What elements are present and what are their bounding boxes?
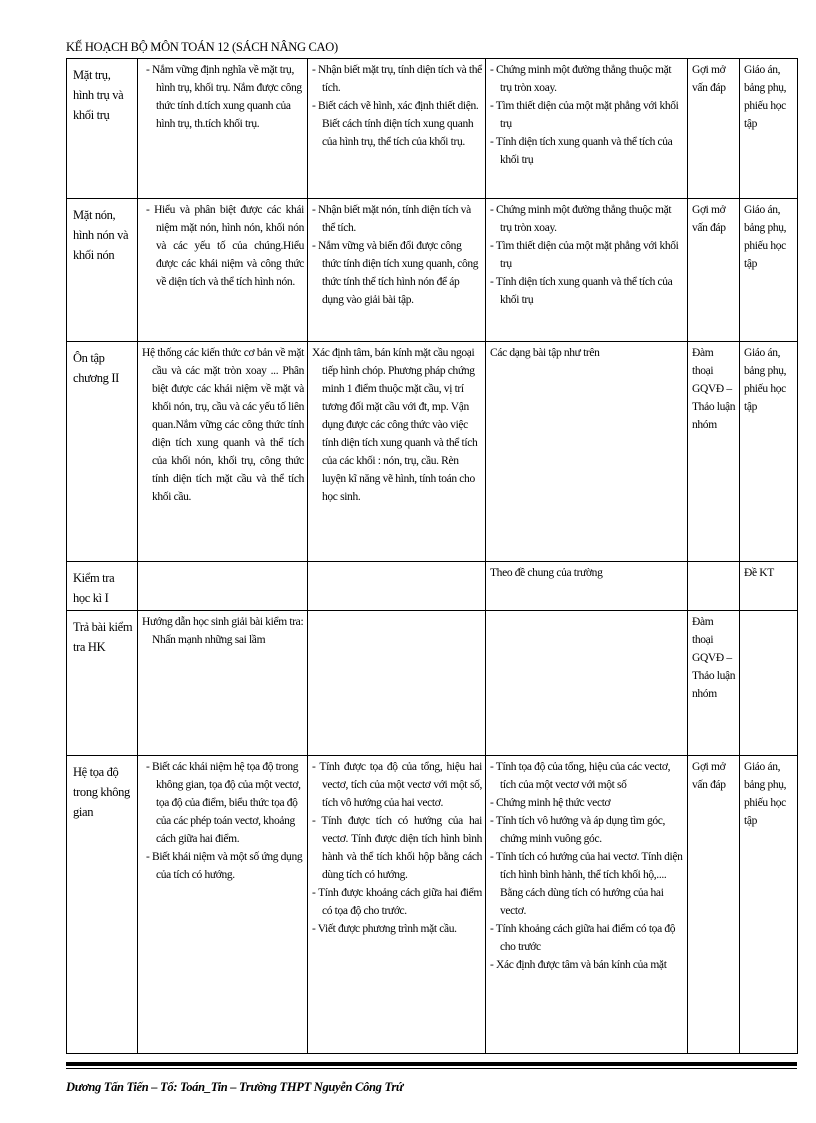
materials-cell: Giáo án, bảng phụ, phiếu học tập — [740, 59, 798, 199]
table-row — [67, 562, 798, 611]
exercise-item: - Xác định được tâm và bán kính của mặt — [490, 959, 667, 971]
method-cell: Đàm thoại GQVĐ – Thảo luận nhóm — [688, 611, 740, 756]
table-row — [67, 611, 798, 756]
skill-item: - Tính được khoảng cách giữa hai điểm có tọa độ cho trước. — [312, 887, 482, 917]
exercises-cell — [486, 756, 688, 1054]
table-row — [67, 59, 798, 199]
materials-cell — [740, 611, 798, 756]
exercise-item: - Tính khoảng cách giữa hai điểm có tọa độ cho trước — [490, 923, 676, 953]
skills-cell — [308, 342, 486, 562]
lesson-plan-table — [66, 58, 798, 1054]
method-cell: Gợi mở vấn đáp — [688, 199, 740, 342]
knowledge-cell — [138, 562, 308, 611]
method-cell: Đàm thoại GQVĐ – Thảo luận nhóm — [688, 342, 740, 562]
knowledge-cell — [138, 59, 308, 199]
materials-cell: Giáo án, bảng phụ, phiếu học tập — [740, 756, 798, 1054]
exercises-cell — [486, 342, 688, 562]
knowledge-item: Hướng dẫn học sinh giải bài kiểm tra: Nhấn mạnh những sai lầm — [142, 616, 304, 646]
topic-cell: Ôn tập chương II — [67, 342, 138, 562]
materials-cell: Đề KT — [740, 562, 798, 611]
knowledge-cell — [138, 611, 308, 756]
skills-cell — [308, 611, 486, 756]
exercise-item: Theo đề chung của trường — [490, 567, 603, 579]
skill-item: - Nhận biết mặt trụ, tính diện tích và thể tích. — [312, 64, 482, 94]
exercise-item: - Tính tích có hướng của hai vectơ. Tính diện tích hình bình hành, thể tích khối hộ,.... Bằng cách dùng tích có hướng của hai vectơ. — [490, 851, 683, 917]
exercise-item: - Chứng minh một đường thẳng thuộc mặt trụ tròn xoay. — [490, 64, 672, 94]
skill-item: - Biết cách vẽ hình, xác định thiết diện. Biết cách tính diện tích xung quanh của hình trụ, thể tích của khối trụ. — [312, 100, 479, 148]
skills-cell — [308, 562, 486, 611]
footer-divider-thin — [66, 1068, 797, 1069]
topic-cell: Hệ tọa độ trong không gian — [67, 756, 138, 1054]
topic-cell: Kiểm tra học kì I — [67, 562, 138, 611]
page-footer: Dương Tấn Tiến – Tổ: Toán_Tin – Trường THPT Nguyễn Công Trứ — [66, 1080, 404, 1094]
materials-cell: Giáo án, bảng phụ, phiếu học tập — [740, 342, 798, 562]
skills-cell — [308, 59, 486, 199]
knowledge-item: - Nắm vững định nghĩa về mặt trụ, hình trụ, khối trụ. Nắm được công thức tính d.tích xung quanh của hình trụ, th.tích khối trụ. — [146, 64, 302, 130]
skill-item: - Nắm vững và biến đổi được công thức tính diện tích xung quanh, công thức tính thể tích hình nón để áp dụng vào giải bài tập. — [312, 240, 479, 306]
table-row — [67, 342, 798, 562]
knowledge-item: - Hiểu và phân biệt được các khái niệm mặt nón, hình nón, khối nón và các yếu tố của chúng.Hiểu được các khái niệm và công thức về diện tích và thể tích hình nón. — [146, 204, 304, 288]
topic-cell: Trả bài kiểm tra HK — [67, 611, 138, 756]
skill-item: - Nhận biết mặt nón, tính diện tích và thể tích. — [312, 204, 471, 234]
knowledge-cell — [138, 199, 308, 342]
knowledge-item: Hệ thống các kiến thức cơ bản về mặt cầu và các mặt tròn xoay ... Phân biệt được các khái niệm về mặt và khối nón, trụ, cầu và các yếu tố liên quan.Nắm vững các công thức tính diện tích xung quanh và thể tích của khối nón, khối trụ, công thức tính diện tích mặt cầu và thể tích khối cầu. — [142, 347, 304, 503]
exercise-item: - Tính tích vô hướng và áp dụng tìm góc, chứng minh vuông góc. — [490, 815, 666, 845]
skill-item: Xác định tâm, bán kính mặt cầu ngoại tiếp hình chóp. Phương pháp chứng minh 1 điểm thuộc mặt cầu, vị trí tương đối mặt cầu với đt, mp. Vận dụng được các công thức vào việc tính diện tích xung quanh và thể tích của các khối : nón, trụ, cầu. Rèn luyện kĩ năng vẽ hình, tính toán cho học sinh. — [312, 347, 478, 503]
exercises-cell — [486, 59, 688, 199]
exercises-cell — [486, 611, 688, 756]
table-row — [67, 199, 798, 342]
method-cell — [688, 562, 740, 611]
exercise-item: - Tìm thiết diện của một mặt phẳng với khối trụ — [490, 240, 679, 270]
skill-item: - Viết được phương trình mặt cầu. — [312, 923, 457, 935]
exercises-cell — [486, 199, 688, 342]
knowledge-item: - Biết khái niệm và một số ứng dụng của tích có hướng. — [146, 851, 303, 881]
method-cell: Gợi mở vấn đáp — [688, 59, 740, 199]
footer-divider-thick — [66, 1062, 797, 1066]
topic-cell: Mặt nón, hình nón và khối nón — [67, 199, 138, 342]
exercise-item: - Tính tọa độ của tổng, hiệu của các vectơ, tích của một vectơ với một số — [490, 761, 671, 791]
exercise-item: - Chứng minh hệ thức vectơ — [490, 797, 611, 809]
knowledge-cell — [138, 342, 308, 562]
materials-cell: Giáo án, bảng phụ, phiếu học tập — [740, 199, 798, 342]
skill-item: - Tính được tọa độ của tổng, hiệu hai vectơ, tích của một vectơ với một số, tích vô hướng của hai vectơ. — [312, 761, 482, 809]
skills-cell — [308, 199, 486, 342]
knowledge-item: - Biết các khái niệm hệ tọa độ trong không gian, tọa độ của một vectơ, tọa độ của điểm, biểu thức tọa độ của các phép toán vectơ, khoảng cách giữa hai điểm. — [146, 761, 301, 845]
exercise-item: - Tính diện tích xung quanh và thể tích của khối trụ — [490, 136, 673, 166]
skills-cell — [308, 756, 486, 1054]
topic-cell: Mặt trụ, hình trụ và khối trụ — [67, 59, 138, 199]
exercise-item: - Chứng minh một đường thẳng thuộc mặt trụ tròn xoay. — [490, 204, 672, 234]
page-header: KẾ HOẠCH BỘ MÔN TOÁN 12 (SÁCH NÂNG CAO) — [66, 40, 338, 54]
skill-item: - Tính được tích có hướng của hai vectơ. Tính được diện tích hình bình hành và thể tích khối hộp bằng cách dùng tích có hướng. — [312, 815, 482, 881]
knowledge-cell — [138, 756, 308, 1054]
exercise-item: Các dạng bài tập như trên — [490, 347, 600, 359]
exercise-item: - Tính diện tích xung quanh và thể tích của khối trụ — [490, 276, 673, 306]
exercise-item: - Tìm thiết diện của một mặt phẳng với khối trụ — [490, 100, 679, 130]
method-cell: Gợi mở vấn đáp — [688, 756, 740, 1054]
exercises-cell — [486, 562, 688, 611]
table-row — [67, 756, 798, 1054]
